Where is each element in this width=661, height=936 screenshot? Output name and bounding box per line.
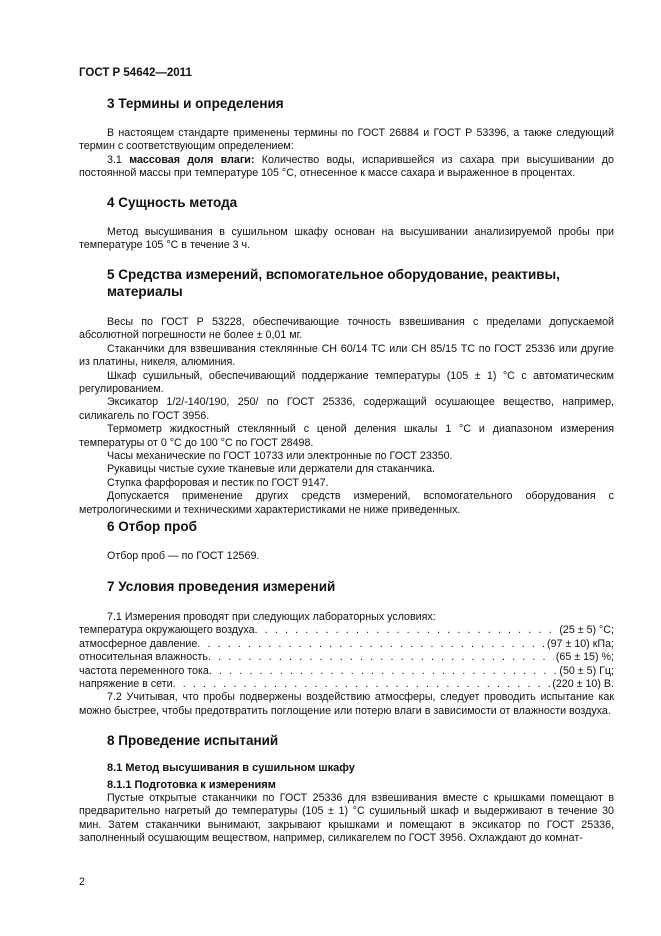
list-item: Допускается применение других средств измерений, вспомогательного оборудования с метрологическими и техническими характеристиками не ниже приведенных. (79, 490, 614, 516)
section-4-body (79, 226, 614, 253)
term-name: массовая доля влаги: (129, 153, 255, 166)
condition-label: относительная влажность (79, 651, 208, 664)
section-3-intro: В настоящем стандарте применены термины по ГОСТ 26884 и ГОСТ Р 53396, а также следующий термин с соответствующим определением: (79, 127, 614, 153)
section-3-title: 3 Термины и определения (107, 96, 284, 111)
section-4-text: Метод высушивания в сушильном шкафу основан на высушивании анализируемой пробы при температуре 105 °С в течение 3 ч. (79, 226, 614, 252)
condition-row (79, 651, 614, 664)
list-item: Шкаф сушильный, обеспечивающий поддержание температуры (105 ± 1) °С с автоматическим регулированием. (79, 369, 614, 396)
condition-value: (220 ± 10) В. (552, 678, 614, 691)
leader-dots (255, 624, 558, 637)
condition-value: (97 ± 10) кПа; (547, 637, 614, 650)
paragraph-7-2: 7.2 Учитывая, что пробы подвержены воздействию атмосферы, следует проводить испытание как можно быстрее, чтобы предотвратить поглощение или потерю влаги в зависимости от влажности воздуха. (79, 691, 614, 717)
standard-header: ГОСТ Р 54642—2011 (79, 67, 192, 79)
list-item: Весы по ГОСТ Р 53228, обеспечивающие точность взвешивания с пределами допускаемой абсолютной погрешности не более ± 0,01 мг. (79, 316, 614, 342)
list-item: Стаканчики для взвешивания стеклянные СН 60/14 ТС или СН 85/15 ТС по ГОСТ 25336 или другие из платины, никеля, алюминия. (79, 342, 614, 369)
page-number: 2 (79, 876, 85, 888)
list-item: Ступка фарфоровая и пестик по ГОСТ 9147. (107, 476, 329, 489)
leader-dots (209, 665, 558, 678)
condition-row (79, 624, 614, 637)
subsection-8-1-title: 8.1 Метод высушивания в сушильном шкафу (107, 762, 355, 774)
section-8-title: 8 Проведение испытаний (107, 733, 279, 748)
term-3-1 (79, 154, 614, 181)
section-8-body (79, 792, 614, 846)
condition-label: температура окружающего воздуха (79, 624, 255, 637)
subsection-8-1-1-title: 8.1.1 Подготовка к измерениям (107, 779, 276, 791)
section-4-title: 4 Сущность метода (107, 195, 238, 210)
section-6-text: Отбор проб — по ГОСТ 12569. (107, 550, 260, 562)
condition-label: напряжение в сети (79, 678, 173, 691)
list-item: Термометр жидкостный стеклянный с ценой деления шкалы 1 °С и диапазоном измерения температуры от 0 °С до 100 °С по ГОСТ 28498. (79, 423, 614, 449)
leader-dots (208, 651, 554, 664)
condition-value: (25 ± 5) °С; (559, 624, 614, 637)
list-item: Эксикатор 1/2/-140/190, 250/ по ГОСТ 25336, содержащий осушающее вещество, например, силикагель по ГОСТ 3956. (79, 396, 614, 422)
leader-dots (197, 638, 545, 651)
condition-value: (50 ± 5) Гц; (559, 664, 614, 677)
section-6-body (79, 550, 614, 563)
section-6-title: 6 Отбор проб (107, 519, 197, 534)
section-3-body (79, 127, 614, 181)
list-item: Рукавицы чистые сухие тканевые или держатели для стаканчика. (107, 463, 435, 476)
section-8-text: Пустые открытые стаканчики по ГОСТ 25336 для взвешивания вместе с крышками помещают в предварительно нагретый до температуры (105 ± 1) °С сушильный шкаф и выдерживают в течение 30 мин. Затем стаканчики вынимают, закрывают крышками и помещают в эксикатор по ГОСТ 25336, заполненный осушающим веществом, например, силикагелем по ГОСТ 3956. Охлаждают до комнат- (79, 792, 614, 845)
condition-row (79, 678, 614, 691)
leader-dots (173, 678, 551, 691)
section-7-body (79, 611, 614, 718)
section-5-title: 5 Средства измерений, вспомогательное оборудование, реактивы, материалы (107, 267, 560, 299)
condition-value: (65 ± 15) %; (555, 651, 614, 664)
term-definition: Количество воды, испарившейся из сахара при высушивании до постоянной массы при температуре 105 °С, отнесенное к массе сахара и выраженное в процентах. (79, 153, 614, 180)
section-5-body (79, 316, 614, 517)
paragraph-7-1: 7.1 Измерения проводят при следующих лабораторных условиях: (107, 611, 436, 623)
term-number: 3.1 (107, 153, 122, 166)
condition-label: частота переменного тока (79, 664, 209, 677)
condition-row (79, 638, 614, 651)
condition-label: атмосферное давление (79, 637, 198, 650)
list-item: Часы механические по ГОСТ 10733 или электронные по ГОСТ 23350. (107, 450, 453, 463)
section-7-title: 7 Условия проведения измерений (107, 579, 336, 594)
condition-row (79, 665, 614, 678)
